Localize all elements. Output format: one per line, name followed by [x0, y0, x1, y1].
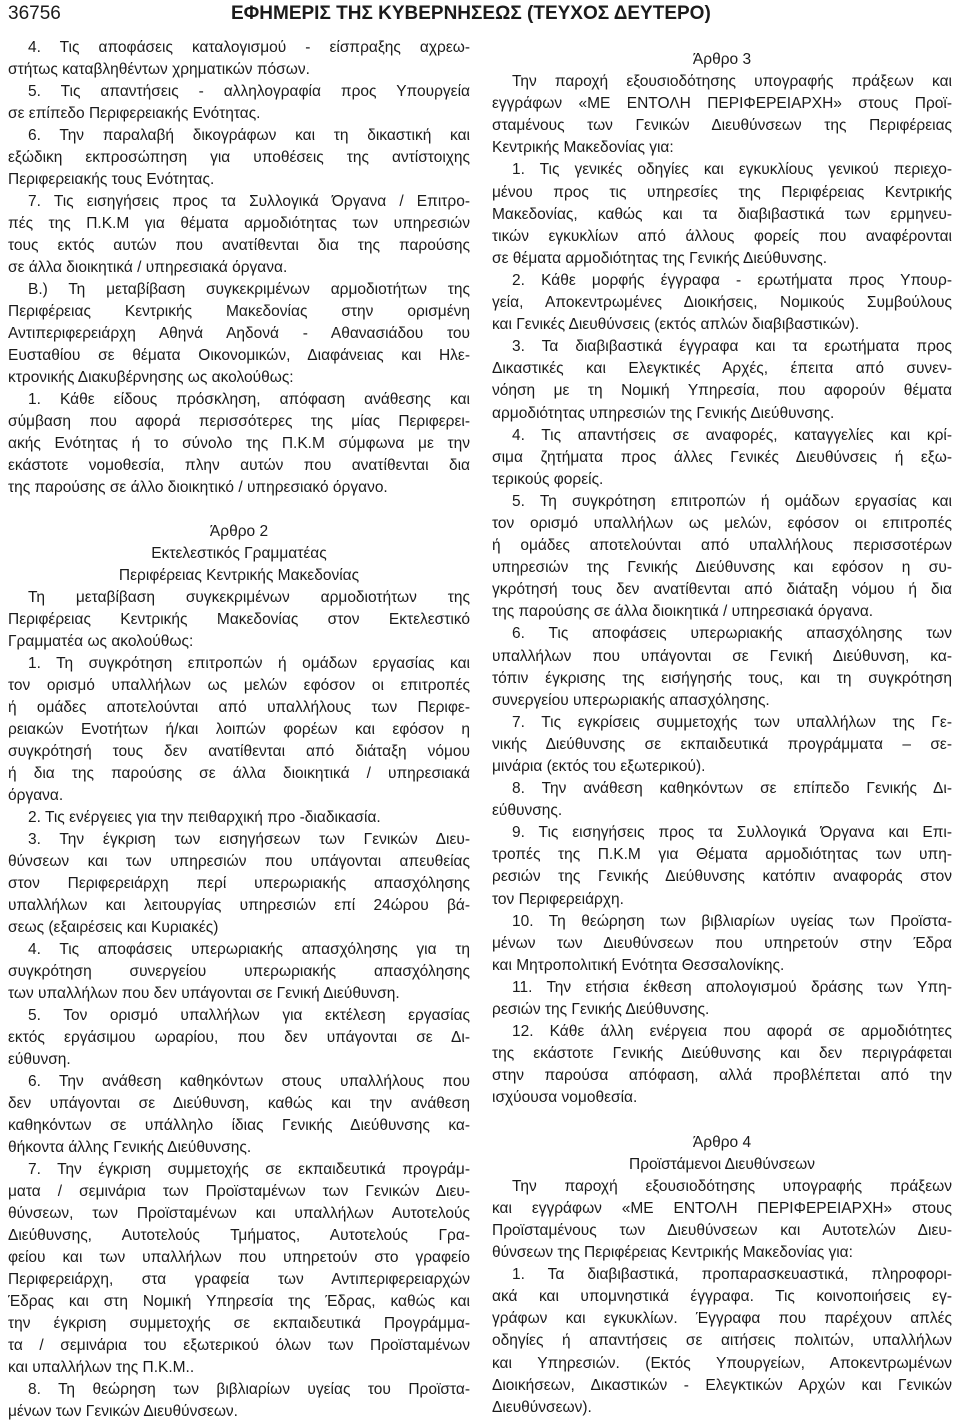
- heading-line: Περιφέρειας Κεντρικής Μακεδονίας: [118, 567, 360, 584]
- text-line: συνεργείου υπερωριακής απασχόλησης.: [492, 691, 770, 709]
- paragraph: [8, 37, 470, 81]
- paragraph: [492, 1021, 952, 1109]
- text-line: και υπαλλήλων της Π.Κ.Μ..: [8, 1359, 195, 1376]
- text-line: μένων των Γενικών Διευθύνσεων.: [8, 1403, 238, 1420]
- text-line: 1. Τις γενικές οδηγίες και εγκυκλίους γενικού περιεχο-: [512, 161, 952, 179]
- text-line: Προϊσταμένους των Διευθύνσεων και Αυτοτελών Διευ-: [492, 1221, 952, 1239]
- text-line: Περιφερειάρχη, στα γραφεία των Αντιπεριφερειαρχών: [8, 1271, 470, 1288]
- text-line: σε θέματα αρμοδιότητας της Γενικής Διεύθυνσης.: [492, 249, 828, 267]
- text-line: πές της Π.Κ.Μ για θέματα αρμοδιότητας των υπηρεσιών: [8, 215, 470, 232]
- article-heading: [492, 1132, 952, 1176]
- text-line: 8. Τη θεώρηση των βιβλιαρίων υγείας του Προϊστα-: [28, 1381, 470, 1398]
- heading-line: Άρθρο 2: [209, 523, 269, 540]
- text-line: υπηρεσιών της Γενικής Διεύθυνσης και εφόσον η συ-: [492, 559, 952, 577]
- text-line: Κεντρικής Μακεδονίας για:: [492, 139, 674, 157]
- paragraph: [492, 336, 952, 424]
- text-line: εγγράφων «ΜΕ ΕΝΤΟΛΗ ΠΕΡΙΦΕΡΕΙΑΡΧΗ» στους Προϊ-: [492, 95, 952, 113]
- blank-line: [492, 1110, 952, 1132]
- text-line: σύμβαση που αφορά περισσότερες της μίας Περιφερει-: [8, 413, 470, 430]
- paragraph: [492, 911, 952, 977]
- paragraph: [492, 1264, 952, 1419]
- text-line: Έδρας και στη Νομική Υπηρεσία της Έδρας, καθώς και: [8, 1293, 470, 1310]
- text-line: Περιφέρειας Κεντρικής Μακεδονίας στην ορισμένη: [8, 303, 470, 320]
- text-line: υπαλλήλων που υπάγονται σε Γενική Διεύθυνση, κα-: [492, 647, 952, 665]
- text-line: κτρονικής Διακυβέρνησης ως ακολούθως:: [8, 369, 294, 386]
- text-line: Περιφερειακής τους Ενότητας.: [8, 171, 215, 188]
- paragraph: [492, 71, 952, 159]
- text-line: τον ορισμό υπαλλήλων ως μελών, εφόσον οι επιτροπές: [492, 514, 952, 532]
- text-line: Περιφέρειας Κεντρικής Μακεδονίας στον Εκτελεστικό: [8, 611, 470, 628]
- heading-line: Προϊστάμενοι Διευθύνσεων: [629, 1155, 815, 1173]
- text-line: τερικούς φορείς.: [492, 470, 604, 488]
- text-line: 5. Τον ορισμό υπαλλήλων για εκτέλεση εργασίας: [28, 1007, 470, 1024]
- text-line: των υπαλλήλων που δεν υπάγονται σε Γενική Διεύθυνση.: [8, 985, 400, 1002]
- paragraph: [492, 491, 952, 624]
- text-line: 2. Κάθε μορφής έγγραφα - ερωτήματα προς Υπουρ-: [512, 271, 952, 289]
- text-line: τόπιν έγκρισης της εισήγησής τους, και τη συγκρότηση: [492, 669, 952, 687]
- text-line: στην παρούσα απόφαση, αλλά προβλέπεται από την: [492, 1067, 952, 1085]
- left-column: [8, 37, 470, 1423]
- text-line: Μακεδονίας, καθώς και τα διαβιβαστικά των ερμηνευ-: [492, 205, 952, 223]
- text-line: σταμένους των Γενικών Διευθύνσεων της Περιφέρειας: [492, 117, 952, 135]
- text-line: εύθυνση.: [8, 1051, 71, 1068]
- text-line: 4. Τις απαντήσεις σε αναφορές, καταγγελίες και κρί-: [512, 426, 952, 444]
- text-line: 1. Τα διαβιβαστικά, προπαρασκευαστικά, πληροφορι-: [512, 1266, 952, 1284]
- text-line: 5. Τη συγκρότηση επιτροπών ή ομάδων εργασίας και: [512, 492, 952, 510]
- text-line: τροπές της Π.Κ.Μ για Θέματα αρμοδιότητας των υπη-: [492, 846, 952, 864]
- text-line: 1. Τη συγκρότηση επιτροπών ή ομάδων εργασίας και: [28, 655, 470, 672]
- text-line: καθηκόντων σε υπάλληλο ίδιας Γενικής Διεύθυνσης κα-: [8, 1117, 470, 1134]
- text-line: Δικαστικές και Ελεγκτικές Αρχές, έπειτα από συνεν-: [492, 360, 952, 378]
- paragraph: [492, 977, 952, 1021]
- text-line: ισχύουσα νομοθεσία.: [492, 1089, 638, 1107]
- text-line: Αντιπεριφερειάρχη Αθηνά Αηδονά - Αθανασιάδου του: [8, 325, 470, 342]
- paragraph: [8, 807, 470, 829]
- paragraph: [8, 389, 470, 499]
- paragraph: [492, 712, 952, 778]
- paragraph: [8, 829, 470, 939]
- paragraph: [8, 1379, 470, 1423]
- text-line: τους εκτός αυτών που ανατίθενται δια της παρούσης: [8, 237, 470, 254]
- text-line: και Υπηρεσιών. (Εκτός Υπουργείων, Αποκεντρωμένων: [492, 1354, 952, 1372]
- paragraph: [8, 1071, 470, 1159]
- heading-line: Εκτελεστικός Γραμματέας: [151, 545, 327, 562]
- text-line: της παρούσης σε άλλο διοικητικό / υπηρεσιακό όργανο.: [8, 479, 388, 496]
- text-line: σεως (εξαιρέσεις και Κυριακές): [8, 919, 219, 936]
- text-line: 7. Τις εισηγήσεις προς τα Συλλογικά Όργανα / Επιτρο-: [28, 193, 470, 210]
- text-line: 4. Τις αποφάσεις καταλογισμού - είσπραξης αχρεω-: [28, 39, 470, 56]
- text-line: αρμοδιότητας υπηρεσιών της Γενικής Διεύθυνσης.: [492, 404, 835, 422]
- paragraph: [492, 778, 952, 822]
- text-line: Γραμματέα ως ακολούθως:: [8, 633, 194, 650]
- text-line: νικής Διεύθυνσης σε εκπαιδευτικά προγράμματα – σε-: [492, 735, 952, 753]
- text-line: 12. Κάθε άλλη ενέργεια που αφορά σε αρμοδιότητες: [512, 1023, 952, 1041]
- publication-title: ΕΦΗΜΕΡΙΣ ΤΗΣ ΚΥΒΕΡΝΗΣΕΩΣ (ΤΕΥΧΟΣ ΔΕΥΤΕΡΟ): [231, 3, 711, 24]
- text-line: της εκάστοτε Γενικής Διεύθυνσης και δεν περιγράφεται: [492, 1045, 952, 1063]
- text-line: εξώδικη εκπροσώπηση για υποθέσεις της αντίστοιχης: [8, 149, 470, 166]
- text-line: 7. Την έγκριση συμμετοχής σε εκπαιδευτικά προγράμ-: [28, 1161, 470, 1178]
- text-line: Την παροχή εξουσιοδότησης υπογραφής πράξεων και: [512, 73, 952, 91]
- text-line: ή δια της παρούσης σε άλλα διοικητικά / υπηρεσιακά: [8, 765, 470, 782]
- text-line: και Μητροπολιτική Ενότητα Θεσσαλονίκης.: [492, 956, 785, 974]
- text-line: την έγκριση συμμετοχής σε εκπαιδευτικά Προγράμμα-: [8, 1315, 470, 1332]
- right-column: [492, 49, 952, 1419]
- text-line: στήτως καταβληθέντων χρηματικών πόσων.: [8, 61, 310, 78]
- text-line: οδηγίες ή απαντήσεις σε αιτήσεις πολιτών, υπαλλήλων: [492, 1332, 952, 1350]
- text-line: γεία, Αποκεντρωμένες Διοικήσεις, Νομικούς Συμβούλους: [492, 294, 952, 312]
- article-heading: [492, 49, 952, 71]
- text-line: τον ορισμό υπαλλήλων ως μελών εφόσον οι επιτροπές: [8, 677, 470, 694]
- text-line: ή ομάδες αποτελούνται από υπαλλήλους των Περιφε-: [8, 699, 470, 716]
- paragraph: [8, 653, 470, 807]
- text-line: τον Περιφερειάρχη.: [492, 890, 624, 908]
- text-line: Ευσταθίου σε θέματα Οικονομικών, Διαφάνειας και Ηλε-: [8, 347, 470, 364]
- paragraph: [8, 125, 470, 191]
- text-line: μινάρια (εκτός του εξωτερικού).: [492, 758, 706, 775]
- text-line: και εγγράφων «ΜΕ ΕΝΤΟΛΗ ΠΕΡΙΦΕΡΕΙΑΡΧΗ» στους: [492, 1199, 952, 1217]
- text-line: εύθυνσης.: [492, 802, 563, 820]
- text-line: Τη μεταβίβαση συγκεκριμένων αρμοδιοτήτων της: [28, 589, 470, 606]
- text-line: μένου προς τις υπηρεσίες της Περιφέρειας Κεντρικής: [492, 183, 952, 201]
- text-line: ρεσιών της Γενικής Διεύθυνσης κατόπιν αναφοράς στον: [492, 868, 952, 886]
- text-line: 6. Τις αποφάσεις υπερωριακής απασχόλησης των: [512, 625, 952, 643]
- paragraph: [492, 270, 952, 336]
- text-line: όργανα.: [8, 787, 64, 804]
- text-line: γράφων και εγκυκλίων. Έγγραφα που παρέχουν απλές: [492, 1310, 952, 1328]
- text-line: δεν υπάγονται σε Διεύθυνση, καθώς και την ανάθεση: [8, 1095, 470, 1112]
- text-line: εκάστοτε νομοθεσία, πλην αυτών που ανατίθενται δια: [8, 457, 470, 474]
- text-line: ρεσιών της Γενικής Διεύθυνσης.: [492, 1001, 710, 1019]
- text-line: 10. Τη θεώρηση των βιβλιαρίων υγείας των Προϊστα-: [512, 912, 952, 930]
- text-line: ματα / σεμινάρια των Προϊσταμένων των Γενικών Διευ-: [8, 1183, 470, 1200]
- text-line: Διευθύνσεων).: [492, 1398, 592, 1416]
- text-line: 9. Τις εισηγήσεις προς τα Συλλογικά Όργανα και Επι-: [512, 824, 952, 842]
- text-line: 3. Τα διαβιβαστικά έγγραφα και τα ερωτήματα προς: [512, 338, 952, 356]
- text-line: 2. Τις ενέργειες για την πειθαρχική προ -διαδικασία.: [28, 809, 381, 826]
- paragraph: [492, 159, 952, 269]
- text-line: υπαλλήλων και λειτουργίας υπηρεσιών επί 24ώρου βά-: [8, 897, 470, 914]
- text-line: στον Περιφερειάρχη περί υπερωριακής απασχόλησης: [8, 875, 470, 892]
- text-line: 6. Την ανάθεση καθηκόντων στους υπαλλήλους που: [28, 1073, 470, 1090]
- text-line: θύνσεων, των Προϊσταμένων και υπαλλήλων Αυτοτελούς: [8, 1205, 470, 1222]
- paragraph: [8, 1159, 470, 1379]
- paragraph: [492, 822, 952, 910]
- blank-line: [8, 499, 470, 521]
- text-line: σιμα ζητήματα προς άλλες Γενικές Διευθύνσεις ή εξω-: [492, 448, 952, 466]
- text-line: ρειακών Ενοτήτων ή/και λοιπών φορέων και εφόσον η: [8, 721, 470, 738]
- text-line: Την παροχή εξουσιοδότησης υπογραφής πράξεων: [512, 1177, 952, 1195]
- text-line: γκρότησή τους δεν ανατίθενται από διάταξη νόμου ή δια: [492, 581, 952, 599]
- text-line: τα / σεμινάρια του εξωτερικού όλων των Προϊσταμένων: [8, 1337, 470, 1354]
- text-line: ακά και υπομνηστικά έγγραφα. Τις κοινοποιήσεις εγ-: [492, 1288, 952, 1306]
- text-line: συγκρότηση συνεργείου υπερωριακής απασχόλησης: [8, 963, 470, 980]
- article-heading: [8, 521, 470, 587]
- text-line: 8. Την ανάθεση καθηκόντων σε επίπεδο Γενικής Δι-: [512, 780, 952, 798]
- text-line: 4. Τις αποφάσεις υπερωριακής απασχόλησης για τη: [28, 941, 470, 958]
- text-line: 11. Την ετήσια έκθεση απολογισμού δράσης των Υπη-: [512, 978, 952, 996]
- text-line: φείου και των υπαλλήλων που υπηρετούν στο γραφείο: [8, 1249, 470, 1266]
- text-line: ακής Ενότητας ή το σύνολο της Π.Κ.Μ σύμφωνα με την: [8, 435, 470, 452]
- paragraph: [492, 623, 952, 711]
- text-line: και Γενικές Διευθύνσεις (εκτός απλών διαβιβαστικών).: [492, 316, 860, 334]
- text-line: εκτός εργάσιμου ωραρίου, που δεν υπάγονται σε Δι-: [8, 1029, 470, 1046]
- text-line: σε άλλα διοικητικά / υπηρεσιακά όργανα.: [8, 259, 288, 276]
- text-line: συγκρότησή τους δεν ανατίθενται από διάταξη νόμου: [8, 743, 470, 760]
- paragraph: [8, 1005, 470, 1071]
- text-line: 7. Τις εγκρίσεις συμμετοχής των υπαλλήλων της Γε-: [512, 713, 952, 731]
- paragraph: [8, 587, 470, 653]
- text-line: τικών εγκυκλίων από άλλους φορείς που αναφέρονται: [492, 227, 952, 245]
- heading-line: Άρθρο 4: [692, 1133, 752, 1151]
- heading-line: Άρθρο 3: [692, 51, 752, 68]
- paragraph: [492, 425, 952, 491]
- paragraph: [492, 1176, 952, 1264]
- text-line: 6. Την παραλαβή δικογράφων και τη δικαστική και: [28, 127, 470, 144]
- page-number: 36756: [8, 3, 61, 24]
- text-line: 5. Τις απαντήσεις - αλληλογραφία προς Υπουργεία: [28, 83, 470, 100]
- text-line: Διεύθυνσης, Αυτοτελούς Τμήματος, Αυτοτελούς Γρα-: [8, 1227, 470, 1244]
- text-line: θύνσεων της Περιφέρειας Κεντρικής Μακεδονίας για:: [492, 1244, 853, 1262]
- text-line: 1. Κάθε είδους πρόσκληση, απόφαση ανάθεσης και: [28, 391, 470, 408]
- text-line: σε επίπεδο Περιφερειακής Ενότητας.: [8, 105, 261, 122]
- paragraph: [8, 191, 470, 279]
- text-line: μένων των Διευθύνσεων που υπηρετούν στην Έδρα: [492, 934, 952, 952]
- text-line: Β.) Τη μεταβίβαση συγκεκριμένων αρμοδιοτήτων της: [28, 281, 470, 298]
- paragraph: [8, 939, 470, 1005]
- paragraph: [8, 279, 470, 389]
- text-line: ή ομάδες αποτελούνται από υπαλλήλους περισσοτέρων: [492, 537, 952, 555]
- text-line: θήκοντα άλλης Γενικής Διεύθυνσης.: [8, 1139, 252, 1156]
- paragraph: [8, 81, 470, 125]
- text-line: νόηση με τη Νομική Υπηρεσία, που αφορούν θέματα: [492, 382, 952, 400]
- text-line: 3. Την έγκριση των εισηγήσεων των Γενικών Διευ-: [28, 831, 470, 848]
- text-line: θύνσεων και των υπηρεσιών που υπάγονται απευθείας: [8, 853, 470, 870]
- text-line: Διοικήσεων, Δικαστικών - Ελεγκτικών Αρχών και Γενικών: [492, 1376, 952, 1394]
- text-line: της παρούσης σε άλλα διοικητικά / υπηρεσιακά όργανα.: [492, 603, 874, 621]
